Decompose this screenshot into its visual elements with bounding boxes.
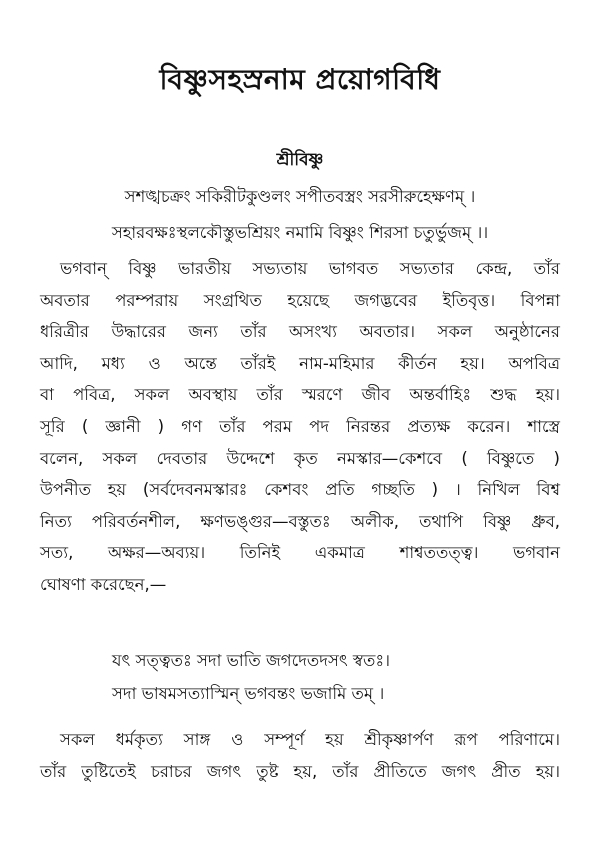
section-heading: শ্রীবিষ্ণু — [276, 150, 324, 170]
page-title: বিষ্ণুসহস্রনাম প্রয়োগবিধি — [159, 63, 441, 96]
body-line: আদি, মধ্য ও অন্তে তাঁরই নাম-মহিমার কীর্তন হয়। অপবিত্র — [40, 353, 560, 373]
body-paragraph — [40, 253, 560, 601]
body-line: নিত্য পরিবর্তনশীল, ক্ষণভঙ্গুর—বস্তুতঃ অলীক, তথাপি বিষ্ণু ধ্রুব, — [40, 511, 560, 531]
body-line: সত্য, অক্ষর—অব্যয়। তিনিই একমাত্র শাশ্বততত্ত্ব। ভগবান — [40, 543, 560, 563]
closing-paragraph — [40, 724, 560, 788]
body-line: ভগবান্ বিষ্ণু ভারতীয় সভ্যতায় ভাগবত সভ্যতার কেন্দ্র, তাঁর — [60, 259, 560, 278]
closing-line: সকল ধর্মকৃত্য সাঙ্গ ও সম্পূর্ণ হয় শ্রীকৃষ্ণার্পণ রূপ পরিণামে। — [60, 730, 560, 749]
quoted-verse-line-1: যৎ সত্ত্বতঃ সদা ভাতি জগদেতদসৎ স্বতঃ। — [112, 651, 391, 670]
body-line: ধরিত্রীর উদ্ধারের জন্য তাঁর অসংখ্য অবতার। সকল অনুষ্ঠানের — [40, 322, 560, 342]
body-line: বলেন, সকল দেবতার উদ্দেশে কৃত নমস্কার—কেশবে ( বিষ্ণুতে ) — [40, 448, 560, 468]
body-line: বা পবিত্র, সকল অবস্থায় তাঁর স্মরণে জীব অন্তর্বাহিঃ শুদ্ধ হয়। — [40, 385, 560, 405]
dhyana-verse-line-1: সশঙ্খচক্রং সকিরীটকুণ্ডলং সপীতবস্ত্রং সরসীরুহেক্ষণম্ । — [124, 187, 476, 206]
dhyana-verse-line-2: সহারবক্ষঃস্থলকৌস্তুভশ্রিয়ং নমামি বিষ্ণুং শিরসা চতুর্ভুজম্ ।। — [111, 223, 489, 242]
quoted-verse-line-2: সদা ভাষমসত্যাস্মিন্ ভগবন্তং ভজামি তম্ । — [112, 684, 385, 703]
body-line: সূরি ( জ্ঞানী ) গণ তাঁর পরম পদ নিরন্তর প্রত্যক্ষ করেন। শাস্ত্রে — [40, 416, 560, 436]
body-line: অবতার পরম্পরায় সংগ্রথিত হয়েছে জগদ্ভবের ইতিবৃত্ত। বিপন্না — [40, 290, 560, 310]
closing-line: তাঁর তুষ্টিতেই চরাচর জগৎ তুষ্ট হয়, তাঁর প্রীতিতে জগৎ প্রীত হয়। — [40, 762, 560, 781]
body-line: উপনীত হয় (সর্বদেবনমস্কারঃ কেশবং প্রতি গচ্ছতি ) । নিখিল বিশ্ব — [40, 480, 560, 500]
body-line: ঘোষণা করেছেন,— — [40, 574, 167, 594]
